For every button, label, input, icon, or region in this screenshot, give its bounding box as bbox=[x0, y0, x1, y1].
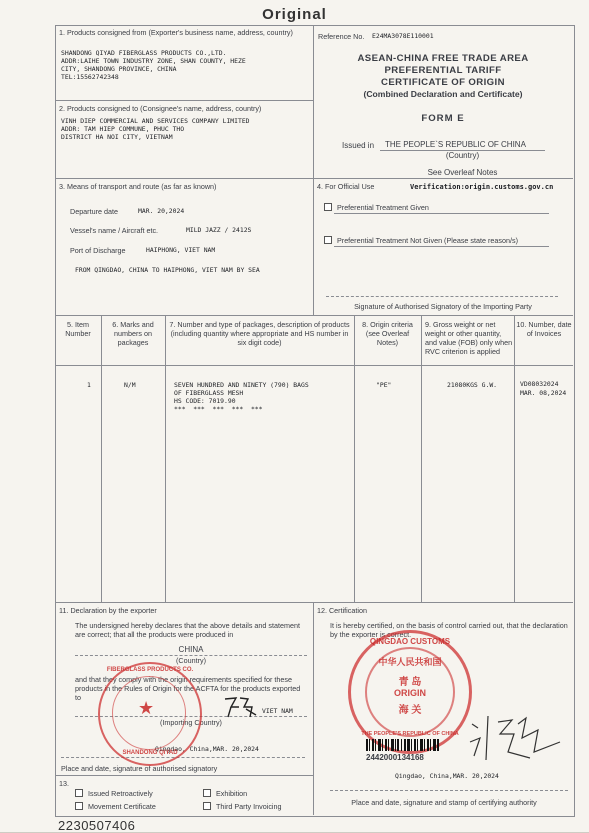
declaration-text-1: The undersigned hereby declares that the above details and statement are correct; that all the products were produced in bbox=[75, 621, 300, 639]
pref-given-option[interactable] bbox=[324, 203, 429, 212]
barcode-number: 2442000134168 bbox=[366, 753, 424, 762]
exporter-signature bbox=[222, 695, 262, 721]
original-header: Original bbox=[262, 6, 327, 23]
issued-retroactively-label: Issued Retroactively bbox=[88, 789, 153, 798]
pref-not-given-option[interactable] bbox=[324, 236, 518, 245]
declaration-importing: VIET NAM bbox=[262, 707, 293, 715]
divider-2-3 bbox=[55, 178, 573, 179]
certification-text: It is hereby certified, on the basis of control carried out, that the declaration by the exporter is correct. bbox=[330, 621, 568, 639]
reference-label: Reference No. bbox=[318, 32, 365, 41]
reference-value: E24MA3078E110001 bbox=[372, 32, 434, 40]
third-party-invoicing-label: Third Party Invoicing bbox=[216, 802, 282, 811]
customs-stamp-cn1: 中华人民共和国 bbox=[378, 657, 442, 667]
exporter-line-3: CITY, SHANDONG PROVINCE, CHINA bbox=[61, 65, 177, 73]
consignee-line-3: DISTRICT HA NOI CITY, VIETNAM bbox=[61, 133, 173, 141]
declaration-country: CHINA bbox=[178, 645, 204, 654]
item-invoice-number: VD08032024 bbox=[520, 380, 559, 388]
box4-label: 4. For Official Use bbox=[317, 182, 375, 191]
col-div-1 bbox=[101, 315, 102, 602]
declaration-importing-note: (Importing Country) bbox=[160, 718, 222, 727]
exhibition-checkbox[interactable] bbox=[203, 789, 211, 797]
certification-sign-line bbox=[330, 790, 568, 791]
col-div-4 bbox=[421, 315, 422, 602]
port-value: HAIPHONG, VIET NAM bbox=[146, 246, 216, 254]
third-party-invoicing-checkbox[interactable] bbox=[203, 802, 211, 810]
col-origin-criteria: 8. Origin criteria (see Overleaf Notes) bbox=[362, 320, 413, 347]
declaration-country-note: (Country) bbox=[176, 656, 206, 665]
bottom-serial-number: 2230507406 bbox=[58, 818, 136, 833]
divider-bottom bbox=[55, 602, 573, 603]
divider-mid-bottom bbox=[313, 602, 314, 815]
company-stamp-star: ★ bbox=[138, 698, 155, 718]
form-e-label: FORM E bbox=[421, 113, 465, 124]
issued-retroactively-checkbox[interactable] bbox=[75, 789, 83, 797]
box3-label: 3. Means of transport and route (as far as known) bbox=[59, 182, 217, 191]
declaration-footer: Place and date, signature of authorised signatory bbox=[61, 764, 218, 773]
importer-signature-line bbox=[326, 296, 558, 297]
consignee-line-2: ADDR: TAM HIEP COMMUNE, PHUC THO bbox=[61, 125, 185, 133]
departure-value: MAR. 20,2024 bbox=[138, 207, 185, 215]
pref-not-given-checkbox[interactable] bbox=[324, 236, 332, 244]
customs-stamp-cn2: 青 岛 bbox=[398, 677, 422, 688]
pref-given-checkbox[interactable] bbox=[324, 203, 332, 211]
item-marks: N/M bbox=[124, 381, 136, 389]
importer-signature-label: Signature of Authorised Signatory of the Importing Party bbox=[354, 302, 532, 311]
box12-label: 12. Certification bbox=[317, 606, 367, 615]
col-gross-weight: 9. Gross weight or net weight or other quantity, and value (FOB) only when RVC criterion is applied bbox=[425, 320, 513, 356]
see-overleaf: See Overleaf Notes bbox=[427, 168, 498, 177]
customs-stamp-cn3: 海 关 bbox=[398, 705, 422, 716]
divider-13 bbox=[55, 775, 313, 776]
issued-retroactively-option[interactable] bbox=[75, 789, 153, 798]
verification-text: Verification:origin.customs.gov.cn bbox=[410, 183, 554, 191]
col-description: 7. Number and type of packages, description of products (including quantity where appropriate and HS number in six digit code) bbox=[169, 320, 350, 347]
barcode bbox=[366, 739, 440, 751]
company-stamp-sub: SHANDONG QIYAD bbox=[122, 750, 178, 756]
route-value: FROM QINGDAO, CHINA TO HAIPHONG, VIET NAM BY SEA bbox=[75, 266, 260, 274]
title-line-3: CERTIFICATE OF ORIGIN bbox=[381, 77, 505, 88]
item-desc-2: OF FIBERGLASS MESH bbox=[174, 389, 244, 397]
col-item-number: 5. Item Number bbox=[65, 320, 91, 338]
company-stamp bbox=[98, 662, 202, 766]
departure-label: Departure date bbox=[70, 207, 118, 216]
item-desc-1: SEVEN HUNDRED AND NINETY (790) BAGS bbox=[174, 381, 309, 389]
box11-label: 11. Declaration by the exporter bbox=[59, 606, 157, 615]
title-line-2: PREFERENTIAL TARIFF bbox=[384, 65, 502, 76]
movement-certificate-label: Movement Certificate bbox=[88, 802, 156, 811]
box13-label: 13. bbox=[59, 779, 69, 788]
movement-certificate-option[interactable] bbox=[75, 802, 156, 811]
certification-footer: Place and date, signature and stamp of certifying authority bbox=[351, 798, 537, 807]
issued-country-note: (Country) bbox=[445, 151, 480, 160]
box1-label: 1. Products consigned from (Exporter's business name, address, country) bbox=[59, 28, 293, 37]
title-line-1: ASEAN-CHINA FREE TRADE AREA bbox=[357, 53, 529, 64]
divider-cols-top bbox=[55, 315, 573, 316]
certification-place-date: Qingdao, China,MAR. 20,2024 bbox=[395, 772, 499, 780]
exporter-line-2: ADDR:LAIHE TOWN INDUSTRY ZONE, SHAN COUNTY, HEZE bbox=[61, 57, 246, 65]
port-label: Port of Discharge bbox=[70, 246, 126, 255]
exporter-line-4: TEL:15562742348 bbox=[61, 73, 119, 81]
title-line-4: (Combined Declaration and Certificate) bbox=[363, 89, 523, 99]
vessel-value: MILD JAZZ / 2412S bbox=[186, 226, 252, 234]
declaration-place-date: Qingdao, China,MAR. 20,2024 bbox=[155, 745, 259, 753]
issued-in-value: THE PEOPLE`S REPUBLIC OF CHINA bbox=[385, 140, 526, 149]
customs-stamp bbox=[348, 630, 472, 754]
divider-1-2 bbox=[55, 100, 313, 101]
consignee-line-1: VINH DIEP COMMERCIAL AND SERVICES COMPANY LIMITED bbox=[61, 117, 250, 125]
pref-not-given-line bbox=[334, 246, 549, 247]
item-desc-3: HS CODE: 7019.90 bbox=[174, 397, 236, 405]
third-party-invoicing-option[interactable] bbox=[203, 802, 282, 811]
col-marks: 6. Marks and numbers on packages bbox=[112, 320, 154, 347]
movement-certificate-checkbox[interactable] bbox=[75, 802, 83, 810]
pref-given-label: Preferential Treatment Given bbox=[337, 203, 429, 212]
exhibition-label: Exhibition bbox=[216, 789, 248, 798]
issued-in-label: Issued in bbox=[342, 141, 375, 150]
divider-cols-head bbox=[55, 365, 573, 366]
item-invoice-date: MAR. 08,2024 bbox=[520, 389, 567, 397]
exhibition-option[interactable] bbox=[203, 789, 247, 798]
declaration-sign-line bbox=[61, 757, 305, 758]
certifier-signature bbox=[468, 712, 563, 767]
col-invoices: 10. Number, date of Invoices bbox=[516, 320, 572, 338]
customs-stamp-ring2: THE PEOPLE'S REPUBLIC OF CHINA bbox=[361, 731, 459, 737]
item-number: 1 bbox=[87, 381, 91, 389]
col-div-5 bbox=[514, 315, 515, 602]
item-weight: 21080KGS G.W. bbox=[447, 381, 498, 389]
box2-label: 2. Products consigned to (Consignee's name, address, country) bbox=[59, 104, 262, 113]
customs-stamp-ring: QINGDAO CUSTOMS bbox=[369, 637, 451, 646]
customs-stamp-origin: ORIGIN bbox=[393, 688, 426, 698]
declaration-text-2: and that they comply with the origin requirements specified for these products in the Rules of Origin for the ACFTA for the products exported to bbox=[75, 675, 301, 702]
vessel-label: Vessel's name / Aircraft etc. bbox=[70, 226, 159, 235]
item-criteria: "PE" bbox=[376, 381, 392, 389]
company-stamp-text: FIBERGLASS PRODUCTS CO. bbox=[106, 667, 194, 673]
pref-given-line bbox=[334, 213, 549, 214]
col-div-2 bbox=[165, 315, 166, 602]
item-desc-4: *** *** *** *** *** bbox=[174, 405, 263, 413]
exporter-line-1: SHANDONG QIYAD FIBERGLASS PRODUCTS CO.,LTD. bbox=[61, 49, 227, 57]
col-div-3 bbox=[354, 315, 355, 602]
pref-not-given-label: Preferential Treatment Not Given (Please state reason/s) bbox=[337, 236, 518, 245]
